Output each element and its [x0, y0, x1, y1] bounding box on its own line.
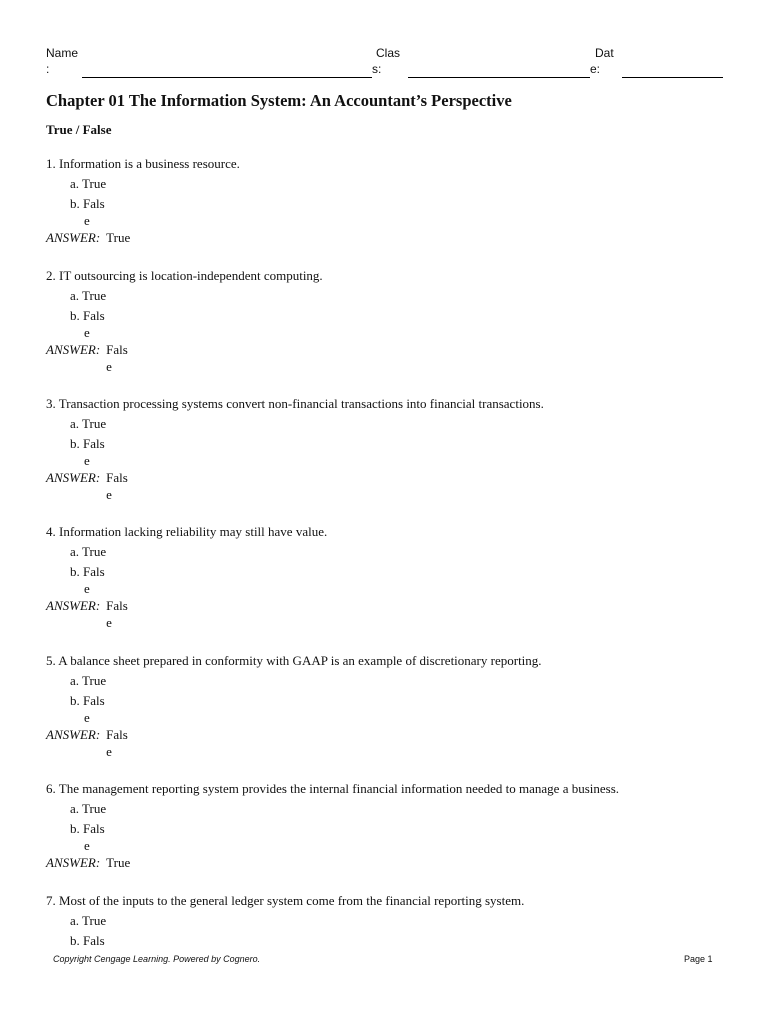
option-b-text: b. Fals [70, 196, 105, 211]
option-b-text: b. Fals [70, 308, 105, 323]
answer-value-text: True [106, 230, 131, 245]
answer-value [106, 726, 128, 760]
option-a[interactable]: a. True [70, 673, 107, 688]
option-b-wrap: e [84, 581, 90, 596]
answer-value [106, 341, 128, 375]
answer-value-wrap: e [106, 615, 112, 630]
name-field-line[interactable] [82, 77, 372, 78]
page-title: Chapter 01 The Information System: An Accountant’s Perspective [46, 91, 512, 110]
question-stem: 6. The management reporting system provides the internal financial information needed to manage a business. [46, 781, 620, 796]
option-b-text: b. Fals [70, 436, 105, 451]
option-a[interactable]: a. True [70, 544, 107, 559]
footer-copyright: Copyright Cengage Learning. Powered by Cognero. [53, 954, 261, 964]
answer-value [106, 469, 128, 503]
answer-label: ANSWER: [46, 598, 101, 613]
option-b-text: b. Fals [70, 821, 105, 836]
question-stem: 2. IT outsourcing is location-independent computing. [46, 268, 323, 283]
option-b[interactable] [70, 820, 746, 854]
answer-label: ANSWER: [46, 855, 101, 870]
question-2 [46, 267, 746, 375]
question-3 [46, 395, 746, 503]
answer-value-wrap: e [106, 487, 112, 502]
option-b[interactable] [70, 435, 746, 469]
answer-value-text: Fals [106, 470, 128, 485]
answer-line [46, 597, 746, 631]
option-b-text: b. Fals [70, 693, 105, 708]
answer-value [106, 854, 130, 872]
option-a[interactable]: a. True [70, 801, 107, 816]
answer-line [46, 469, 746, 503]
class-field-line[interactable] [408, 77, 590, 78]
answer-line [46, 341, 746, 375]
answer-label: ANSWER: [46, 230, 101, 245]
option-b-wrap: e [84, 838, 90, 853]
answer-line [46, 229, 746, 247]
question-stem: 5. A balance sheet prepared in conformity with GAAP is an example of discretionary reporting. [46, 653, 542, 668]
class-label-tail: s: [372, 62, 382, 76]
option-a[interactable]: a. True [70, 913, 107, 928]
answer-value-wrap: e [106, 359, 112, 374]
option-a[interactable]: a. True [70, 176, 107, 191]
answer-value-wrap: e [106, 744, 112, 759]
footer-page-number: Page 1 [684, 954, 713, 964]
answer-line [46, 854, 746, 872]
answer-value-text: Fals [106, 598, 128, 613]
option-b[interactable] [70, 932, 746, 950]
date-label: Dat [595, 46, 614, 60]
answer-value-text: Fals [106, 342, 128, 357]
question-4 [46, 523, 746, 631]
option-b-wrap: e [84, 453, 90, 468]
option-b[interactable] [70, 563, 746, 597]
option-b[interactable] [70, 692, 746, 726]
question-6 [46, 780, 746, 872]
name-label-colon: : [46, 62, 50, 76]
option-b[interactable] [70, 195, 746, 229]
option-b-text: b. Fals [70, 564, 105, 579]
option-b[interactable] [70, 307, 746, 341]
name-label: Name [46, 46, 79, 60]
question-5 [46, 652, 746, 760]
question-7 [46, 892, 746, 950]
answer-value-text: True [106, 855, 131, 870]
option-a[interactable]: a. True [70, 288, 107, 303]
question-stem: 7. Most of the inputs to the general ledger system come from the financial reporting system. [46, 893, 525, 908]
option-a[interactable]: a. True [70, 416, 107, 431]
option-b-wrap: e [84, 325, 90, 340]
answer-label: ANSWER: [46, 342, 101, 357]
class-label: Clas [376, 46, 401, 60]
section-heading: True / False [46, 122, 112, 137]
option-b-wrap: e [84, 710, 90, 725]
answer-label: ANSWER: [46, 470, 101, 485]
question-stem: 4. Information lacking reliability may still have value. [46, 524, 328, 539]
option-b-text: b. Fals [70, 933, 105, 948]
date-label-tail: e: [590, 62, 601, 76]
answer-label: ANSWER: [46, 727, 101, 742]
answer-line [46, 726, 746, 760]
question-stem: 1. Information is a business resource. [46, 156, 240, 171]
option-b-wrap: e [84, 213, 90, 228]
question-1 [46, 155, 746, 247]
answer-value [106, 597, 128, 631]
question-stem: 3. Transaction processing systems convert non-financial transactions into financial transactions. [46, 396, 544, 411]
answer-value-text: Fals [106, 727, 128, 742]
date-field-line[interactable] [622, 77, 723, 78]
answer-value [106, 229, 130, 247]
